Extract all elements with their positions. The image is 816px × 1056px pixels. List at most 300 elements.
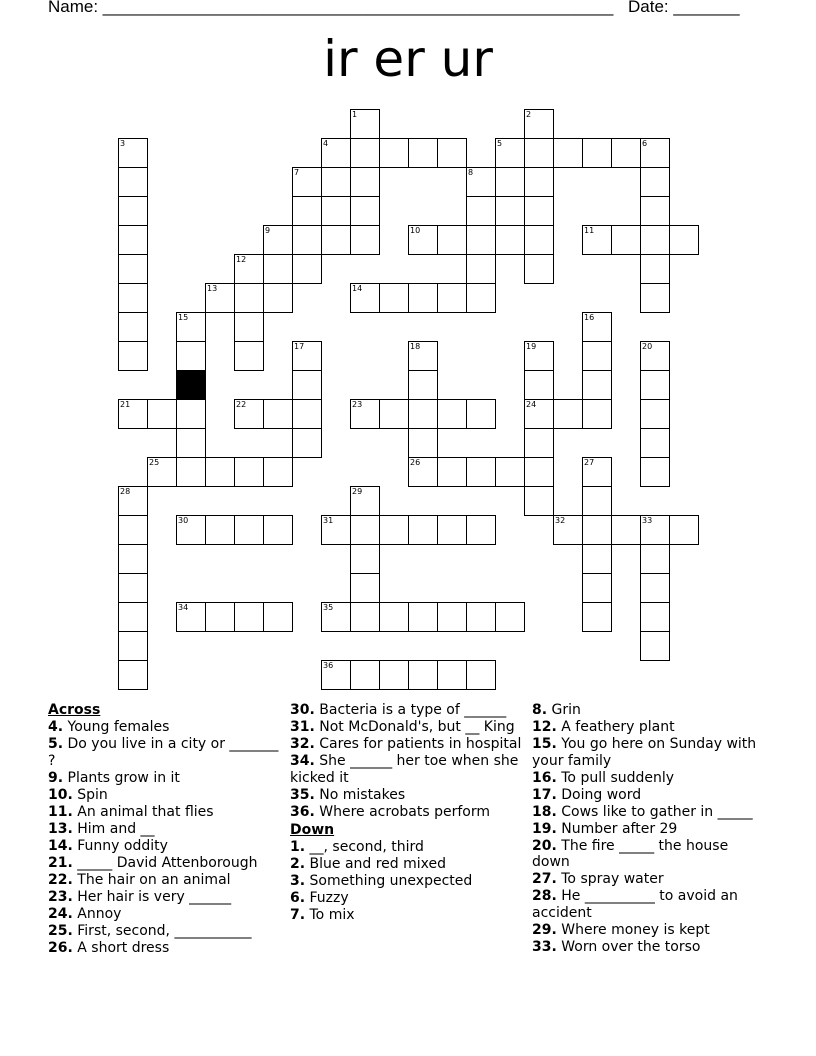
crossword-cell[interactable] [118,399,148,429]
crossword-cell[interactable] [582,312,612,342]
clue-number-label: 36. [290,803,315,820]
crossword-cell[interactable] [524,225,554,255]
crossword-cell[interactable] [466,515,496,545]
clue-item [48,889,280,906]
crossword-cell[interactable] [147,399,177,429]
clue-number: 36 [323,661,334,670]
clue-item [48,719,280,736]
crossword-cell[interactable] [524,254,554,284]
crossword-cell[interactable] [321,225,351,255]
crossword-cell[interactable] [118,312,148,342]
clue-text: She ______ her toe when she kicked it [290,753,519,786]
clue-number-label: 17. [532,786,557,803]
clue-number-label: 22. [48,871,73,888]
page-title: ir er ur [323,30,493,88]
clue-item [48,906,280,923]
crossword-cell[interactable] [118,167,148,197]
crossword-cell[interactable] [118,573,148,603]
clue-number: 34 [178,603,189,612]
clue-number-label: 30. [290,702,315,718]
clue-text: Funny oddity [72,837,168,854]
crossword-cell[interactable] [466,399,496,429]
clue-number: 10 [410,226,421,235]
crossword-cell[interactable] [437,138,467,168]
clue-item [48,855,280,872]
clue-text: Cares for patients in hospital [314,736,522,752]
clue-item [48,838,280,855]
crossword-cell[interactable] [437,457,467,487]
crossword-cell[interactable] [408,283,438,313]
crossword-cell[interactable] [466,196,496,226]
clue-number: 6 [642,139,648,148]
clue-number: 33 [642,516,653,525]
crossword-cell[interactable] [408,428,438,458]
crossword-cell[interactable] [118,138,148,168]
crossword-cell[interactable] [640,341,670,371]
crossword-cell[interactable] [582,138,612,168]
crossword-cell[interactable] [176,341,206,371]
crossword-cell[interactable] [176,602,206,632]
crossword-cell[interactable] [669,515,699,545]
clue-item [48,804,280,821]
crossword-cell[interactable] [205,283,235,313]
crossword-cell[interactable] [524,399,554,429]
crossword-cell[interactable] [611,225,641,255]
crossword-cell[interactable] [263,515,293,545]
clue-item [532,821,768,838]
crossword-cell[interactable] [263,602,293,632]
crossword-cell[interactable] [524,370,554,400]
clue-number-label: 13. [48,820,73,837]
crossword-cell[interactable] [379,602,409,632]
crossword-cell[interactable] [263,225,293,255]
crossword-cell[interactable] [234,254,264,284]
crossword-cell[interactable] [582,515,612,545]
clue-number-label: 2. [290,856,306,872]
down-clue-list [290,839,522,924]
crossword-cell[interactable] [263,254,293,284]
crossword-cell[interactable] [350,515,380,545]
clue-number: 28 [120,487,131,496]
crossword-cell[interactable] [495,225,525,255]
crossword-cell[interactable] [495,602,525,632]
crossword-cell[interactable] [205,515,235,545]
clue-number-label: 9. [48,769,64,786]
crossword-cell[interactable] [263,283,293,313]
crossword-cell[interactable] [350,196,380,226]
clue-number-label: 35. [290,786,315,803]
crossword-cell[interactable] [408,515,438,545]
crossword-cell[interactable] [379,283,409,313]
clue-text: Young females [63,719,170,735]
clue-number: 25 [149,458,160,467]
clue-text: To pull suddenly [556,769,675,786]
crossword-cell[interactable] [118,225,148,255]
clue-item [48,770,280,787]
crossword-cell[interactable] [466,283,496,313]
crossword-cell[interactable] [118,515,148,545]
clue-item [290,719,522,736]
crossword-cell[interactable] [582,370,612,400]
crossword-cell[interactable] [350,660,380,690]
down-clue-list-continued [532,702,768,955]
clue-text: Grin [547,702,581,718]
clue-number-label: 25. [48,922,73,939]
crossword-cell[interactable] [350,399,380,429]
crossword-cell[interactable] [118,544,148,574]
clue-number-label: 3. [290,873,306,889]
crossword-cell[interactable] [640,225,670,255]
crossword-cell[interactable] [234,457,264,487]
clue-item [290,856,522,873]
clue-item [532,838,768,871]
crossword-cell[interactable] [292,254,322,284]
clue-text: The hair on an animal [72,871,231,888]
crossword-cell[interactable] [640,196,670,226]
crossword-cell[interactable] [321,602,351,632]
clue-number: 17 [294,342,305,351]
clue-number-label: 14. [48,837,73,854]
crossword-cell[interactable] [234,312,264,342]
clue-number-label: 6. [290,890,306,906]
clue-text: The fire _____ the house down [532,837,729,870]
clue-text: No mistakes [314,786,406,803]
clue-item [290,787,522,804]
crossword-cell[interactable] [350,486,380,516]
crossword-cell[interactable] [292,167,322,197]
crossword-cell[interactable] [640,138,670,168]
crossword-cell[interactable] [147,457,177,487]
crossword-cell[interactable] [379,138,409,168]
clue-text: Bacteria is a type of ______ [314,702,507,718]
crossword-cell[interactable] [408,370,438,400]
crossword-cell[interactable] [495,138,525,168]
name-field-label: Name: ______________________________________________________ [48,0,614,16]
clue-item [290,702,522,719]
clue-number-label: 12. [532,719,557,735]
crossword-cell[interactable] [234,515,264,545]
crossword-cell[interactable] [640,544,670,574]
clue-number: 24 [526,400,537,409]
clue-text: To mix [305,907,355,923]
clue-number-label: 4. [48,719,64,735]
clue-number: 1 [352,110,358,119]
clue-item [290,873,522,890]
crossword-cell[interactable] [292,399,322,429]
crossword-cell[interactable] [118,602,148,632]
crossword-cell[interactable] [263,399,293,429]
clue-text: __, second, third [305,839,424,855]
clue-number: 13 [207,284,218,293]
clue-number: 4 [323,139,329,148]
crossword-cell[interactable] [524,167,554,197]
clue-item [532,787,768,804]
clue-number: 31 [323,516,334,525]
clue-number: 2 [526,110,532,119]
clue-number-label: 16. [532,769,557,786]
crossword-cell[interactable] [321,167,351,197]
clue-text: Fuzzy [305,890,349,906]
crossword-cell[interactable] [640,283,670,313]
crossword-cell[interactable] [611,138,641,168]
crossword-cell[interactable] [640,515,670,545]
clues-column-3 [532,702,768,956]
clue-text: _____ David Attenborough [72,854,258,871]
clue-text: Worn over the torso [556,938,701,955]
clue-text: Doing word [556,786,642,803]
crossword-cell[interactable] [118,486,148,516]
clue-number: 21 [120,400,131,409]
crossword-cell[interactable] [524,457,554,487]
crossword-cell[interactable] [379,515,409,545]
down-heading: Down [290,822,335,838]
clue-item [532,736,768,769]
crossword-cell[interactable] [379,660,409,690]
crossword-cell[interactable] [466,225,496,255]
clue-item [290,839,522,856]
clue-item [48,787,280,804]
crossword-cell[interactable] [408,399,438,429]
crossword-cell[interactable] [408,660,438,690]
clue-item [532,939,768,956]
clue-number-label: 8. [532,702,548,718]
clue-number: 27 [584,458,595,467]
clues-column-1 [48,702,280,957]
crossword-cell[interactable] [437,660,467,690]
crossword-cell[interactable] [495,167,525,197]
clue-text: An animal that flies [72,803,214,820]
clue-number-label: 7. [290,907,306,923]
crossword-cell[interactable] [466,457,496,487]
crossword-cell[interactable] [321,660,351,690]
crossword-cell[interactable] [640,631,670,661]
crossword-cell[interactable] [553,515,583,545]
clue-number: 9 [265,226,271,235]
crossword-cell[interactable] [495,457,525,487]
crossword-black-cell [176,370,206,400]
crossword-cell[interactable] [292,196,322,226]
clue-item [532,871,768,888]
clue-text: To spray water [556,871,664,887]
crossword-cell[interactable] [350,573,380,603]
crossword-cell[interactable] [582,457,612,487]
clue-item [290,736,522,753]
crossword-cell[interactable] [292,341,322,371]
clue-item [532,770,768,787]
crossword-cell[interactable] [437,515,467,545]
crossword-cell[interactable] [350,283,380,313]
clue-number-label: 20. [532,837,557,854]
crossword-cell[interactable] [350,544,380,574]
clue-text: You go here on Sunday with your family [532,736,757,769]
crossword-cell[interactable] [118,341,148,371]
clue-item [290,907,522,924]
crossword-cell[interactable] [176,399,206,429]
clue-item [532,702,768,719]
clue-number-label: 26. [48,939,73,956]
crossword-cell[interactable] [176,428,206,458]
clue-number: 32 [555,516,566,525]
crossword-cell[interactable] [582,399,612,429]
clue-number: 19 [526,342,537,351]
clue-number-label: 31. [290,719,315,735]
clue-number: 5 [497,139,503,148]
clue-number-label: 29. [532,921,557,938]
crossword-cell[interactable] [263,457,293,487]
crossword-cell[interactable] [408,225,438,255]
across-clue-list [48,719,280,956]
clue-number-label: 1. [290,839,306,855]
crossword-cell[interactable] [582,341,612,371]
crossword-cell[interactable] [524,138,554,168]
crossword-cell[interactable] [379,399,409,429]
crossword-cell[interactable] [611,515,641,545]
crossword-cell[interactable] [437,225,467,255]
crossword-cell[interactable] [292,225,322,255]
clue-number: 16 [584,313,595,322]
crossword-cell[interactable] [640,457,670,487]
clue-text: Annoy [72,905,122,922]
crossword-cell[interactable] [292,370,322,400]
clue-text: A feathery plant [556,719,675,735]
clue-item [532,888,768,921]
clue-item [290,890,522,907]
crossword-cell[interactable] [640,167,670,197]
crossword-cell[interactable] [350,602,380,632]
crossword-cell[interactable] [176,312,206,342]
clue-text: He __________ to avoid an accident [532,888,738,921]
clue-text: Her hair is very ______ [72,888,232,905]
crossword-cell[interactable] [234,602,264,632]
crossword-cell[interactable] [408,457,438,487]
crossword-cell[interactable] [640,254,670,284]
crossword-cell[interactable] [408,138,438,168]
clue-number: 14 [352,284,363,293]
clue-item [532,719,768,736]
crossword-cell[interactable] [408,341,438,371]
crossword-cell[interactable] [350,167,380,197]
clue-number-label: 11. [48,803,73,820]
clue-number-label: 23. [48,888,73,905]
clue-item [48,872,280,889]
clue-number: 8 [468,168,474,177]
clue-item [48,923,280,940]
crossword-cell[interactable] [582,544,612,574]
crossword-cell[interactable] [582,602,612,632]
crossword-cell[interactable] [640,602,670,632]
crossword-cell[interactable] [553,138,583,168]
crossword-cell[interactable] [118,196,148,226]
crossword-cell[interactable] [118,254,148,284]
crossword-cell[interactable] [640,428,670,458]
clue-item [290,804,522,821]
crossword-cell[interactable] [437,283,467,313]
crossword-cell[interactable] [524,341,554,371]
clue-number: 29 [352,487,363,496]
crossword-cell[interactable] [408,602,438,632]
crossword-cell[interactable] [466,254,496,284]
crossword-cell[interactable] [640,399,670,429]
crossword-cell[interactable] [118,631,148,661]
crossword-cell[interactable] [292,428,322,458]
clue-item [532,922,768,939]
crossword-cell[interactable] [582,225,612,255]
crossword-cell[interactable] [350,138,380,168]
across-heading: Across [48,702,101,718]
clue-text: Where acrobats perform [314,803,490,820]
clue-number: 11 [584,226,595,235]
crossword-cell[interactable] [524,109,554,139]
clue-number-label: 19. [532,820,557,837]
clue-text: First, second, ___________ [72,922,252,939]
crossword-cell[interactable] [524,196,554,226]
crossword-cell[interactable] [118,660,148,690]
crossword-cell[interactable] [466,660,496,690]
crossword-cell[interactable] [524,486,554,516]
crossword-cell[interactable] [205,602,235,632]
clue-item [48,821,280,838]
crossword-cell[interactable] [437,399,467,429]
date-field-label: Date: _______ [628,0,740,16]
crossword-cell[interactable] [466,167,496,197]
clue-number-label: 28. [532,888,557,904]
clue-number-label: 34. [290,753,315,769]
clue-number-label: 18. [532,803,557,820]
crossword-cell[interactable] [205,457,235,487]
clue-text: Do you live in a city or _______ ? [48,736,279,769]
clue-text: Plants grow in it [63,769,180,786]
clue-text: Spin [72,786,108,803]
crossword-cell[interactable] [640,573,670,603]
clue-number: 26 [410,458,421,467]
crossword-cell[interactable] [321,515,351,545]
clue-number-label: 27. [532,871,557,887]
crossword-cell[interactable] [640,370,670,400]
crossword-cell[interactable] [437,602,467,632]
crossword-cell[interactable] [234,399,264,429]
crossword-cell[interactable] [466,602,496,632]
clue-item [48,940,280,957]
crossword-cell[interactable] [234,283,264,313]
crossword-cell[interactable] [350,109,380,139]
clue-number-label: 21. [48,854,73,871]
crossword-cell[interactable] [669,225,699,255]
clue-text: Not McDonald's, but __ King [314,719,515,735]
crossword-cell[interactable] [118,283,148,313]
clue-number-label: 15. [532,736,557,752]
clue-number: 7 [294,168,300,177]
crossword-cell[interactable] [176,457,206,487]
crossword-cell[interactable] [582,486,612,516]
clue-text: Number after 29 [556,820,678,837]
crossword-cell[interactable] [234,341,264,371]
clue-item [532,804,768,821]
clue-number-label: 5. [48,736,64,752]
clue-item [48,736,280,769]
clue-number: 23 [352,400,363,409]
crossword-cell[interactable] [553,399,583,429]
clue-number: 18 [410,342,421,351]
crossword-cell[interactable] [350,225,380,255]
clue-text: Him and __ [72,820,155,837]
crossword-cell[interactable] [582,573,612,603]
clue-number: 20 [642,342,653,351]
crossword-cell[interactable] [524,428,554,458]
clue-number: 22 [236,400,247,409]
crossword-cell[interactable] [176,515,206,545]
clue-text: Blue and red mixed [305,856,447,872]
crossword-cell[interactable] [321,138,351,168]
